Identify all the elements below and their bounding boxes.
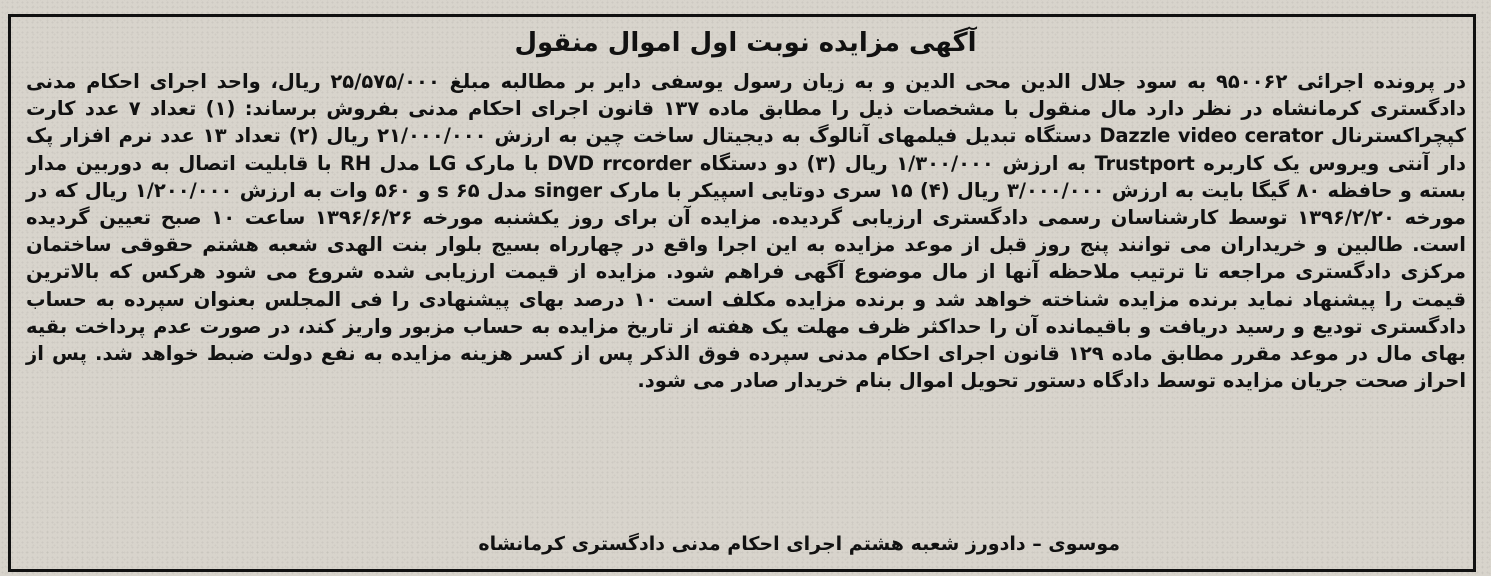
notice-title: آگهی مزایده نوبت اول اموال منقول	[514, 28, 977, 58]
notice-body-paragraph: در پرونده اجرائی ۹۵۰۰۶۲ به سود جلال الدین محی الدین و به زیان رسول یوسفی دایر بر مطالبه مبلغ ۲۵/۵۷۵/۰۰۰ ریال، واحد اجرای احکام مدنی دادگستری کرمانشاه در نظر دارد مال منقول با مشخصات ذیل را مطابق ماده ۱۳۷ قانون اجرای احکام مدنی بفروش برساند: (۱) تعداد ۷ عدد کارت کپچراکسترنال Dazzle video cerator دستگاه تبدیل فیلمهای آنالوگ به دیجیتال ساخت چین به ارزش ۲۱/۰۰۰/۰۰۰ ریال (۲) تعداد ۱۳ عدد نرم افزار پک دار آنتی ویروس یک کاربره Trustport به ارزش ۱/۳۰۰/۰۰۰ ریال (۳) دو دستگاه DVD rrcorder با مارک LG مدل RH با قابلیت اتصال به دوربین مدار بسته و حافظه ۸۰ گیگا بایت به ارزش ۳/۰۰۰/۰۰۰ ریال (۴) ۱۵ سری دوتایی اسپیکر با مارک singer مدل ۶۵ s و ۵۶۰ وات به ارزش ۱/۲۰۰/۰۰۰ ریال که در مورخه ۱۳۹۶/۲/۲۰ توسط کارشناسان رسمی دادگستری ارزیابی گردیده. مزایده آن برای روز یکشنبه مورخه ۱۳۹۶/۶/۲۶ ساعت ۱۰ صبح تعیین گردیده است. طالبین و خریداران می توانند پنج روز قبل از موعد مزایده به این اجرا واقع در چهارراه بسیج بلوار بنت الهدی شعبه هشتم حقوقی ساختمان مرکزی دادگستری مراجعه تا ترتیب ملاحظه آنها از مال موضوع آگهی فراهم شود. مزایده از قیمت ارزیابی شده شروع می شود هرکس که بالاترین قیمت را پیشنهاد نماید برنده مزایده شناخته خواهد شد و برنده مزایده مکلف است ۱۰ درصد بهای پیشنهادی را فی المجلس بعنوان سپرده به حساب دادگستری تودیع و رسید دریافت و باقیمانده آن را حداکثر ظرف مهلت یک هفته از تاریخ مزایده به حساب مزبور واریز کند، در صورت عدم پرداخت بقیه بهای مال در موعد مقرر مطابق ماده ۱۲۹ قانون اجرای احکام مدنی سپرده فوق الذکر پس از کسر هزینه مزایده به نفع دولت ضبط خواهد شد. پس از احراز صحت جریان مزایده توسط دادگاه دستور تحویل اموال بنام خریدار صادر می شود.	[26, 70, 1467, 393]
notice-body	[26, 68, 1466, 394]
notice-signature: موسوی – دادورز شعبه هشتم اجرای احکام مدنی دادگستری کرمانشاه	[478, 533, 1120, 555]
